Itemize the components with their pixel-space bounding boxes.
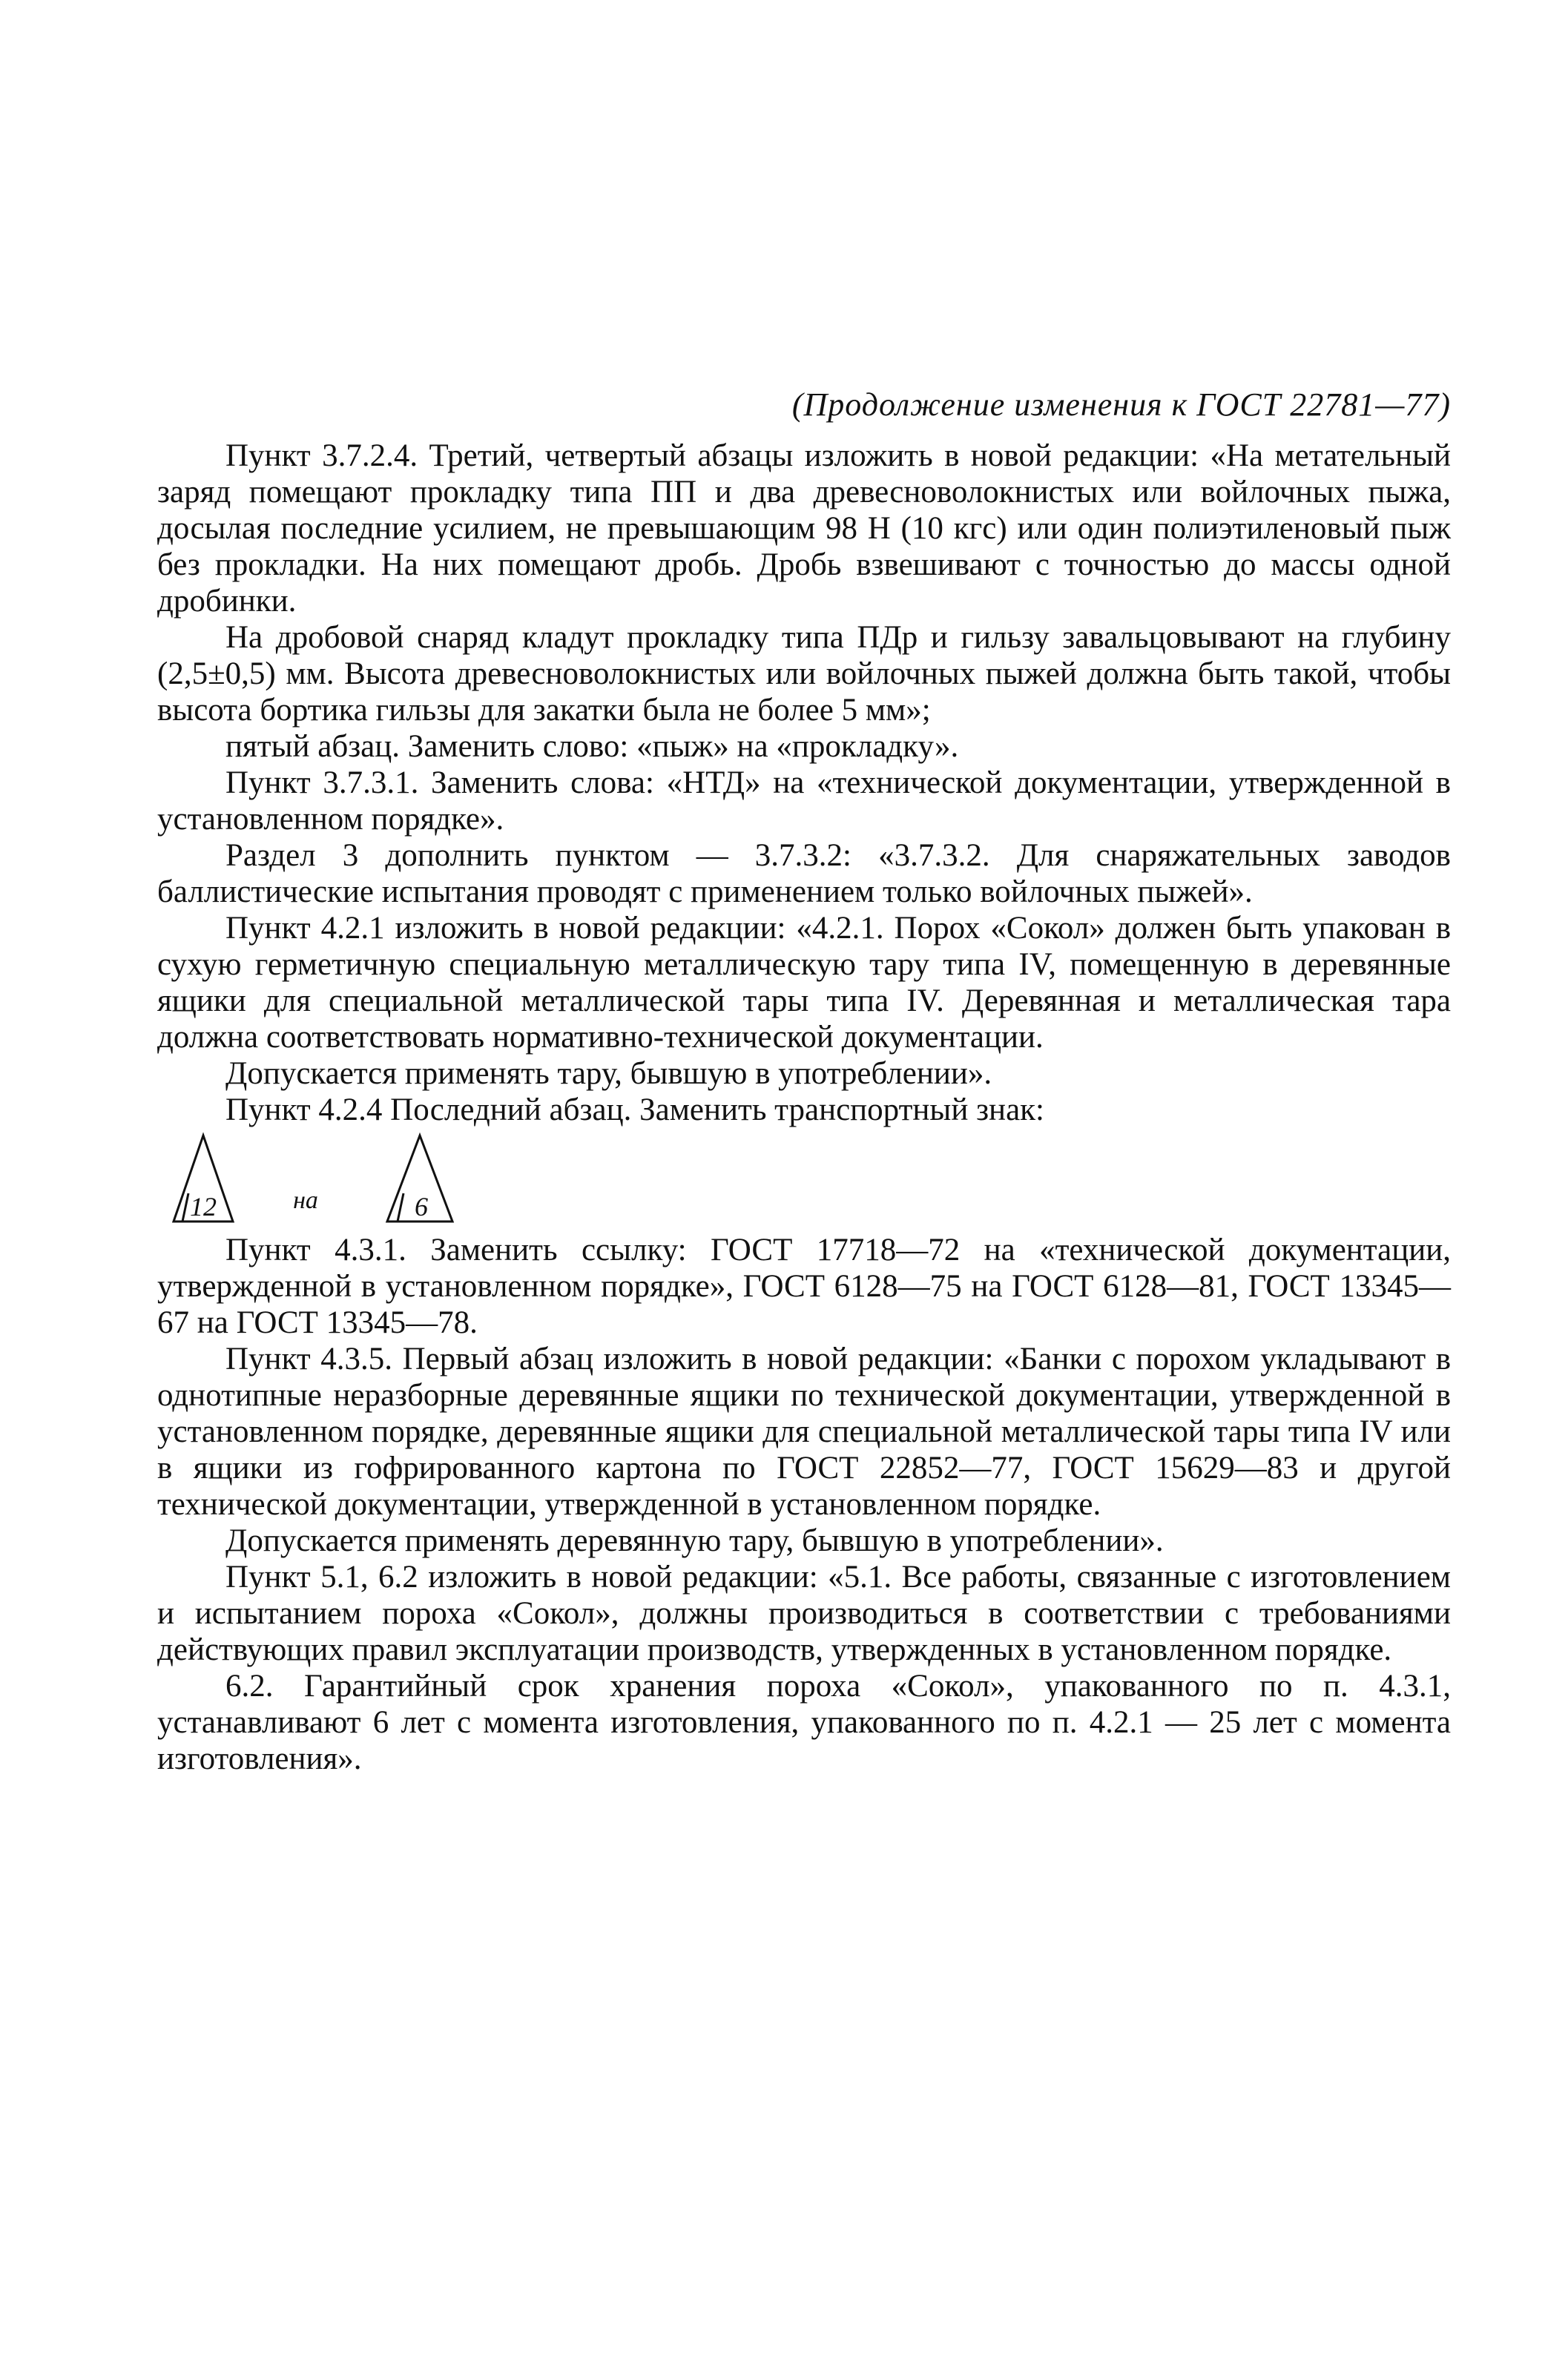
continuation-header: (Продолжение изменения к ГОСТ 22781—77): [791, 386, 1451, 423]
paragraph-4-2-1: Пункт 4.2.1 изложить в новой редакции: «4.2.1. Порох «Сокол» должен быть упакован в сухую герметичную специальную металлическую тару типа IV, помещенную в деревянные ящики для специальной металлической тары типа IV. Деревянная и металлическая тара должна соответствовать нормативно-технической документации.: [157, 911, 1451, 1055]
old-sign-number: 12: [190, 1192, 217, 1221]
paragraph-4-2-4: Пункт 4.2.4 Последний абзац. Заменить транспортный знак:: [225, 1092, 1044, 1127]
paragraph-4-3-1: Пункт 4.3.1. Заменить ссылку: ГОСТ 17718—72 на «технической документации, утвержденной в установленном порядке», ГОСТ 6128—75 на ГОСТ 6128—81, ГОСТ 13345—67 на ГОСТ 13345—78.: [157, 1233, 1451, 1340]
paragraph-shot-charge: На дробовой снаряд кладут прокладку типа ПДр и гильзу завальцовывают на глубину (2,5±0,5) мм. Высота древесноволокнистых или войлочных пыжей должна быть такой, чтобы высота бортика гильзы для закатки была не более 5 мм»;: [157, 620, 1451, 728]
paragraph-5-1-6-2: Пункт 5.1, 6.2 изложить в новой редакции: «5.1. Все работы, связанные с изготовлением и испытанием пороха «Сокол», должны производиться в соответствии с требованиями действующих правил эксплуатации производств, утвержденных в установленном порядке.: [157, 1560, 1451, 1667]
paragraph-reuse-wood: Допускается применять деревянную тару, бывшую в употреблении».: [225, 1523, 1164, 1558]
paragraph-section-3-addition: Раздел 3 дополнить пунктом — 3.7.3.2: «3.7.3.2. Для снаряжательных заводов баллистические испытания проводят с применением только войлочных пыжей».: [157, 838, 1451, 909]
paragraph-6-2: 6.2. Гарантийный срок хранения пороха «Сокол», упакованного по п. 4.3.1, устанавливают 6 лет с момента изготовления, упакованного по п. 4.2.1 — 25 лет с момента изготовления».: [157, 1669, 1451, 1776]
amendment-text: [157, 438, 1451, 1777]
paragraph-fifth-abzac: пятый абзац. Заменить слово: «пыж» на «прокладку».: [225, 729, 959, 764]
paragraph-3-7-2-4: Пункт 3.7.2.4. Третий, четвертый абзацы изложить в новой редакции: «На метательный заряд помещают прокладку типа ПП и два древесноволокнистых или войлочных пыжа, досылая последние усилием, не превышающим 98 Н (10 кгс) или один полиэтиленовый пыж без прокладки. На них помещают дробь. Дробь взвешивают с точностью до массы одной дробинки.: [157, 438, 1451, 619]
paragraph-reuse-tara: Допускается применять тару, бывшую в употреблении».: [225, 1056, 992, 1091]
paragraph-4-3-5: Пункт 4.3.5. Первый абзац изложить в новой редакции: «Банки с порохом укладывают в однотипные неразборные деревянные ящики по технической документации, утвержденной в установленном порядке, деревянные ящики для специальной металлической тары типа IV или в ящики из гофрированного картона по ГОСТ 22852—77, ГОСТ 15629—83 и другой технической документации, утвержденной в установленном порядке.: [157, 1342, 1451, 1522]
transport-sign-replacement: [157, 1128, 1451, 1232]
old-transport-sign: [174, 1135, 233, 1221]
transport-sign-graphic: [157, 1128, 528, 1232]
paragraph-3-7-3-1: Пункт 3.7.3.1. Заменить слова: «НТД» на «технической документации, утвержденной в установленном порядке».: [157, 765, 1451, 837]
new-sign-number: 6: [415, 1192, 428, 1221]
new-transport-sign: [387, 1135, 452, 1221]
sign-connector: на: [293, 1187, 318, 1214]
